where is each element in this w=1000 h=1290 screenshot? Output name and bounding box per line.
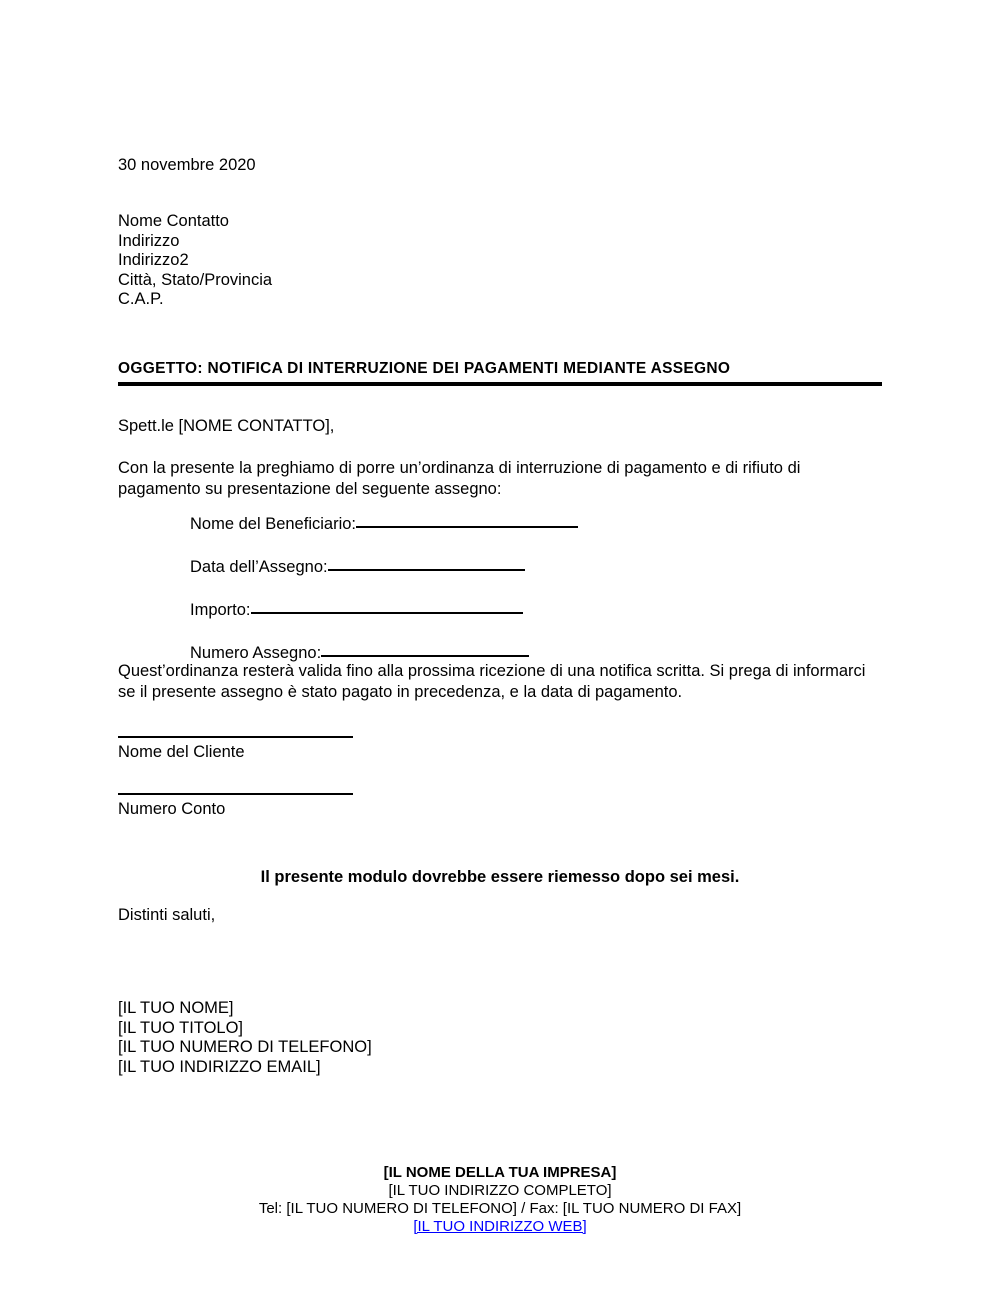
signature-block-customer-name xyxy=(118,736,353,762)
subject-divider-rule xyxy=(118,382,882,386)
sender-line: [IL TUO INDIRIZZO EMAIL] xyxy=(118,1057,321,1076)
closing-salutation: Distinti saluti, xyxy=(118,906,216,924)
recipient-line: Città, Stato/Provincia xyxy=(118,270,273,289)
field-blank-line[interactable] xyxy=(356,512,578,528)
subject-heading-group xyxy=(118,359,882,386)
recipient-line: Indirizzo xyxy=(118,231,180,250)
signature-rule[interactable] xyxy=(118,793,353,795)
field-label: Nome del Beneficiario: xyxy=(190,515,356,533)
recipient-line: Indirizzo2 xyxy=(118,251,189,269)
subject-heading: OGGETTO: NOTIFICA DI INTERRUZIONE DEI PAGAMENTI MEDIANTE ASSEGNO xyxy=(118,360,731,377)
page-footer xyxy=(0,1164,1000,1236)
intro-paragraph: Con la presente la preghiamo di porre un’ordinanza di interruzione di pagamento e di rifiuto di pagamento su presentazione del seguente assegno: xyxy=(118,459,801,498)
reissue-notice: Il presente modulo dovrebbe essere riemesso dopo sei mesi. xyxy=(260,868,740,886)
signature-label: Numero Conto xyxy=(118,800,226,818)
field-label: Importo: xyxy=(190,601,251,619)
footer-address: [IL TUO INDIRIZZO COMPLETO] xyxy=(388,1182,612,1199)
field-check-number xyxy=(190,641,578,663)
signature-label: Nome del Cliente xyxy=(118,743,245,761)
field-blank-line[interactable] xyxy=(321,641,529,657)
recipient-line: C.A.P. xyxy=(118,290,164,308)
signature-block-account-number xyxy=(118,793,353,819)
recipient-address-block xyxy=(118,212,272,310)
field-payee-name xyxy=(190,512,578,534)
validity-paragraph: Quest’ordinanza resterà valida fino alla prossima ricezione di una notifica scritta. Si prega di informarci se il presente assegno è stato pagato in precedenza, e la data di pagamento. xyxy=(118,662,866,701)
signature-rule[interactable] xyxy=(118,736,353,738)
check-details-fields xyxy=(190,512,578,663)
letter-date: 30 novembre 2020 xyxy=(118,156,256,174)
sender-line: [IL TUO NOME] xyxy=(118,999,234,1017)
sender-block xyxy=(118,999,372,1077)
salutation: Spett.le [NOME CONTATTO], xyxy=(118,417,335,435)
field-blank-line[interactable] xyxy=(251,598,523,614)
field-label: Data dell’Assegno: xyxy=(190,558,328,576)
footer-website-link[interactable]: [IL TUO INDIRIZZO WEB] xyxy=(413,1218,587,1235)
footer-contact: Tel: [IL TUO NUMERO DI TELEFONO] / Fax: [IL TUO NUMERO DI FAX] xyxy=(258,1200,742,1217)
field-label: Numero Assegno: xyxy=(190,644,322,662)
field-check-date xyxy=(190,555,578,577)
recipient-line: Nome Contatto xyxy=(118,212,229,230)
field-blank-line[interactable] xyxy=(328,555,525,571)
footer-company-name: [IL NOME DELLA TUA IMPRESA] xyxy=(383,1164,617,1181)
sender-line: [IL TUO TITOLO] xyxy=(118,1018,244,1037)
field-amount xyxy=(190,598,578,620)
sender-line: [IL TUO NUMERO DI TELEFONO] xyxy=(118,1038,372,1056)
